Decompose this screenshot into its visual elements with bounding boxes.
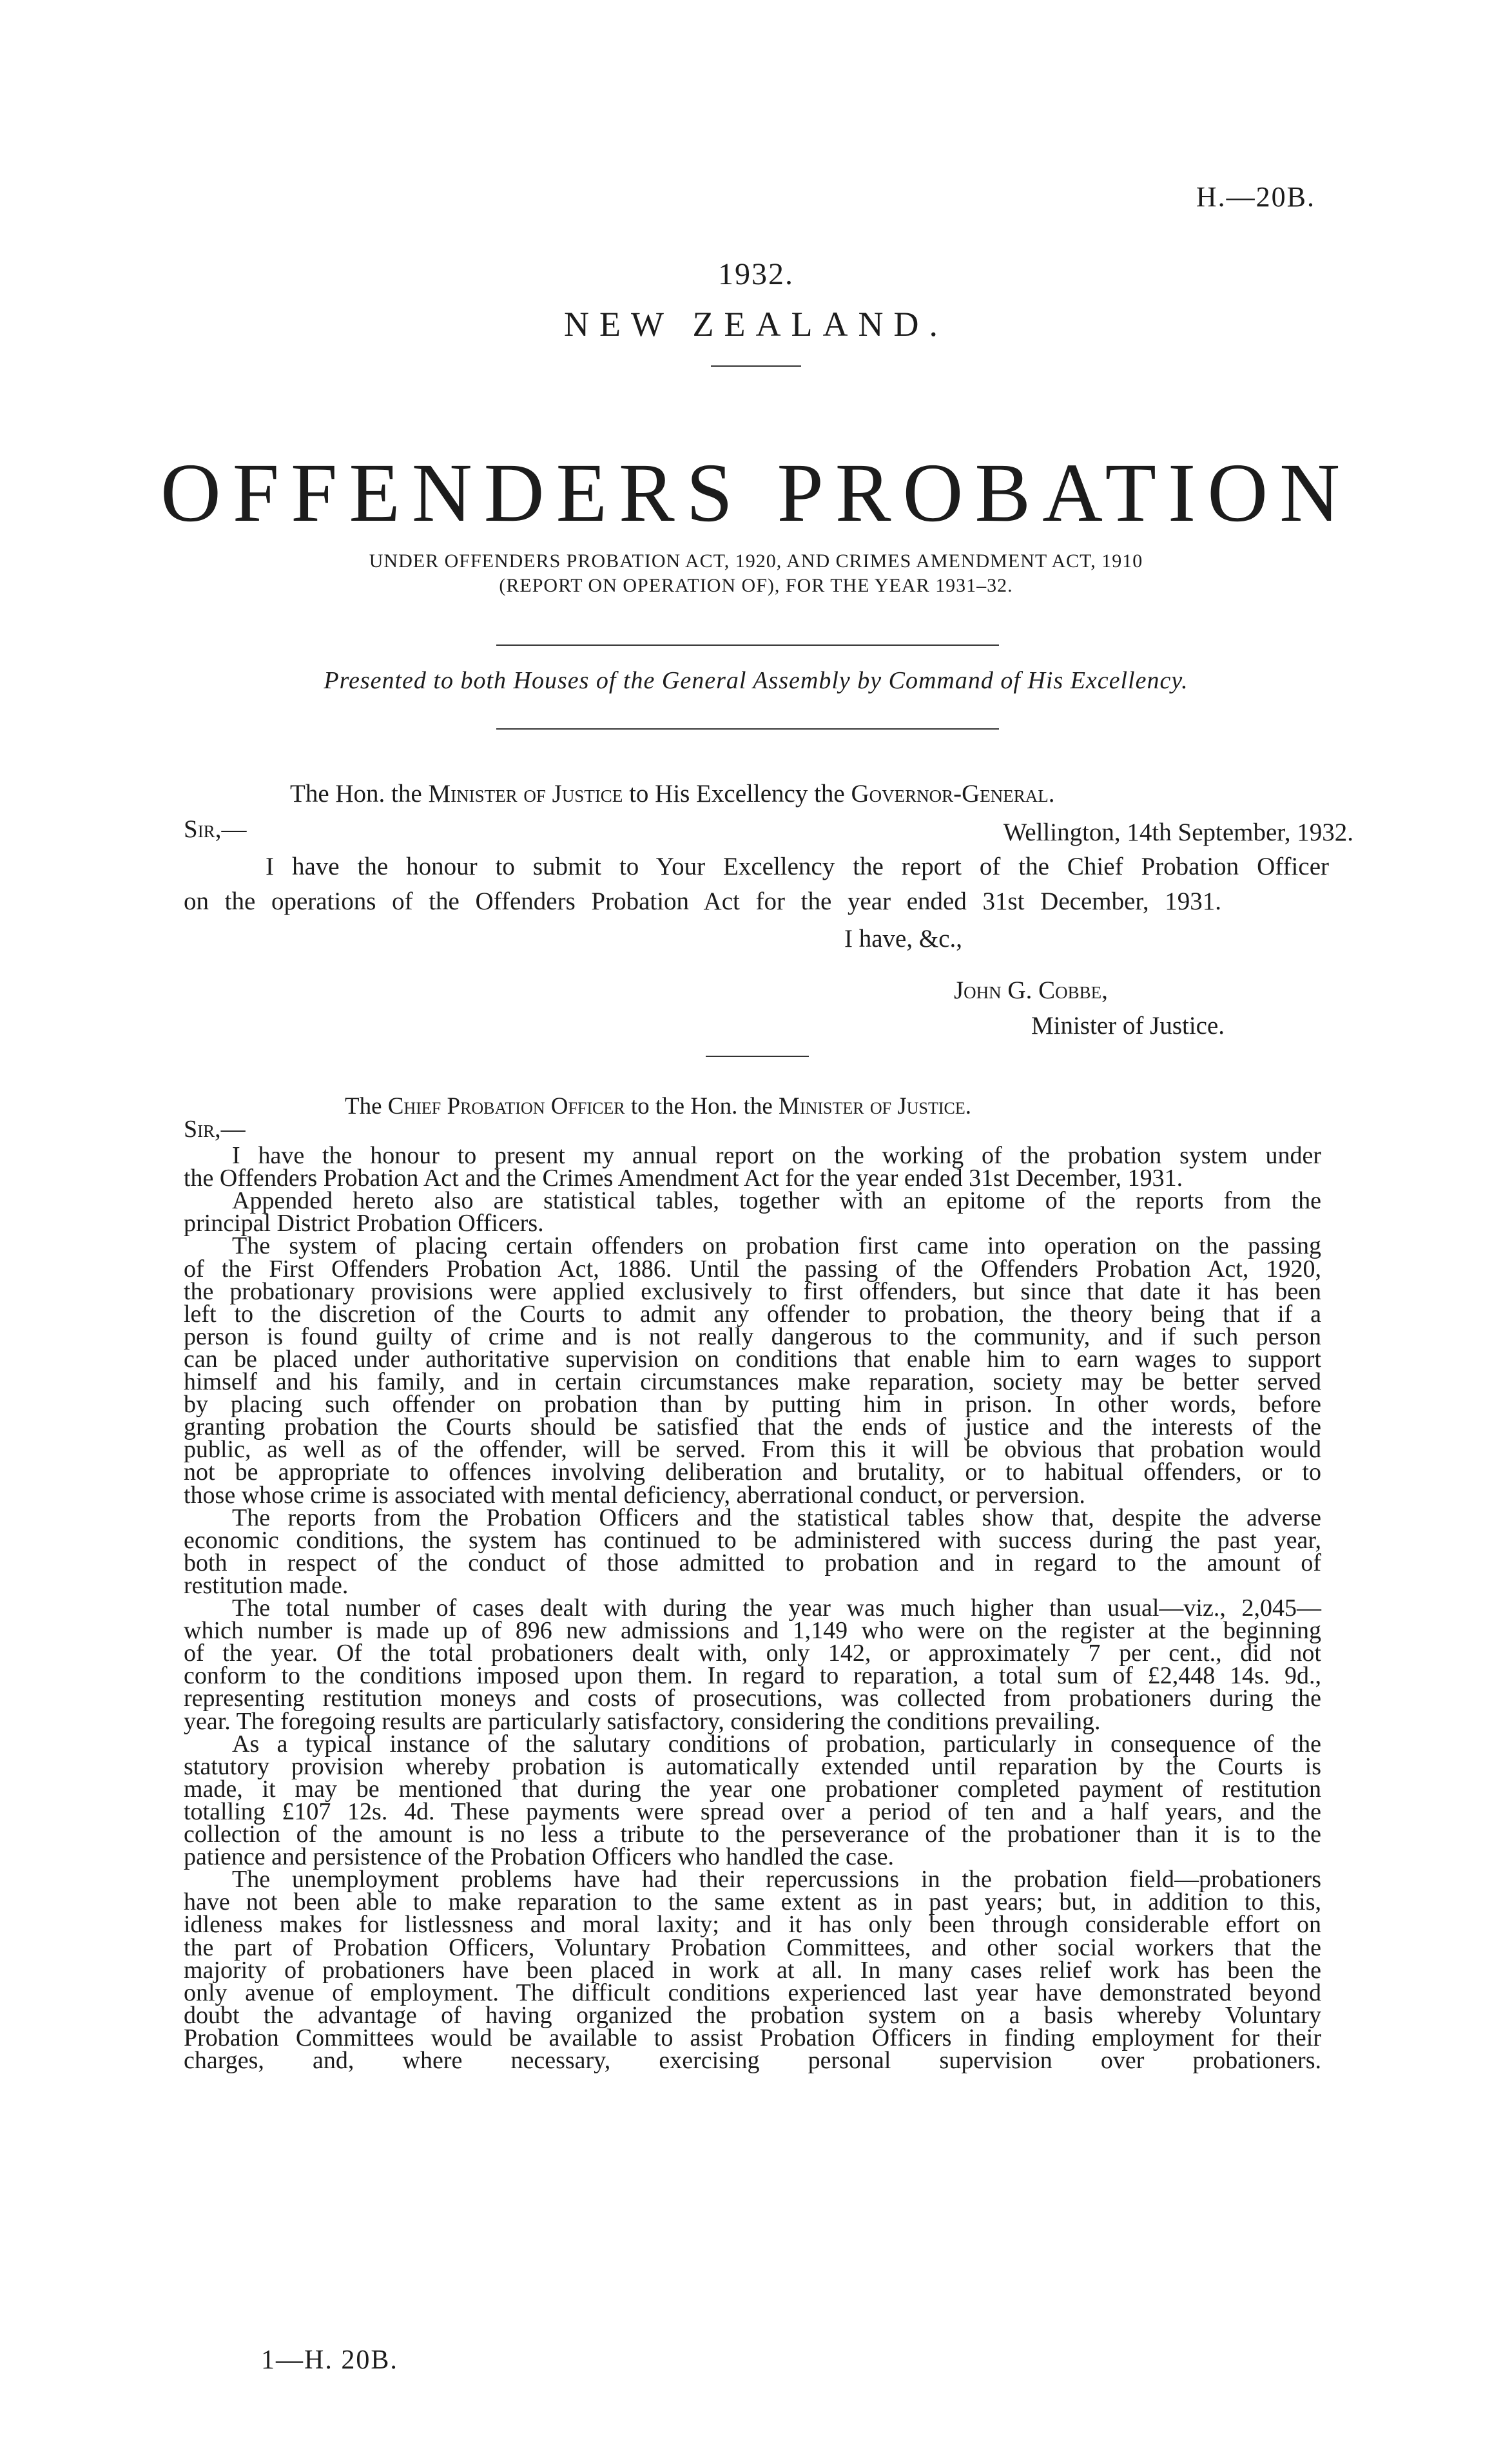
report-line: person is found guilty of crime and is not really dangerous to the community, and if such person	[184, 1323, 1321, 1350]
report-line: left to the discretion of the Courts to admit any offender to probation, the theory being that if a	[184, 1301, 1321, 1328]
report-line: economic conditions, the system has continued to be administered with success during the past year,	[184, 1527, 1321, 1554]
report-line: can be placed under authoritative supervision on conditions that enable him to earn wages to support	[184, 1346, 1321, 1373]
report-line: The system of placing certain offenders on probation first came into operation on the passing	[232, 1232, 1321, 1259]
report-salutation: Sir,—	[184, 1116, 246, 1143]
report-line: year. The foregoing results are particularly satisfactory, considering the conditions prevailing.	[184, 1708, 1101, 1735]
report-line: doubt the advantage of having organized the probation system on a basis whereby Voluntary	[184, 2002, 1321, 2029]
report-line: charges, and, where necessary, exercising personal supervision over probationers.	[184, 2047, 1321, 2074]
report-line: statutory provision whereby probation is automatically extended until reparation by the Courts is	[184, 1753, 1321, 1780]
subtitle	[0, 549, 1512, 598]
divider-letter	[706, 1056, 809, 1057]
report-line: not be appropriate to offences involving deliberation and brutality, or to habitual offenders, or to	[184, 1458, 1321, 1486]
report-line: granting probation the Courts should be satisfied that the ends of justice and the interests of the	[184, 1413, 1321, 1440]
report-line: idleness makes for listlessness and moral laxity; and it has only been through considerable effort on	[184, 1911, 1321, 1938]
report-line: principal District Probation Officers.	[184, 1210, 544, 1237]
signatory-name: John G. Cobbe,	[954, 976, 1108, 1004]
document-code: H.—20B.	[1196, 181, 1315, 213]
report-line: Probation Committees would be available to assist Probation Officers in finding employment for their	[184, 2024, 1321, 2051]
report-line: those whose crime is associated with mental deficiency, aberrational conduct, or perversion.	[184, 1482, 1085, 1509]
report-line: made, it may be mentioned that during the year one probationer completed payment of restitution	[184, 1776, 1321, 1803]
report-address: The Chief Probation Officer to the Hon. the Minister of Justice.	[345, 1093, 971, 1119]
divider-top	[496, 644, 999, 646]
page-title: OFFENDERS PROBATION	[160, 447, 1352, 539]
cover-letter-date: Wellington, 14th September, 1932.	[1003, 819, 1353, 846]
cover-letter-closing: I have, &c.,	[844, 925, 963, 953]
report-line: the Offenders Probation Act and the Crimes Amendment Act for the year ended 31st December, 1931.	[184, 1165, 1183, 1192]
report-line: himself and his family, and in certain circumstances make reparation, society may be better served	[184, 1368, 1321, 1395]
report-line: totalling £107 12s. 4d. These payments were spread over a period of ten and a half years, and the	[184, 1798, 1321, 1825]
report-line: the probationary provisions were applied exclusively to first offenders, but since that date it has been	[184, 1278, 1321, 1305]
report-line: of the year. Of the total probationers dealt with, only 142, or approximately 7 per cent., did not	[184, 1640, 1321, 1667]
report-line: restitution made.	[184, 1572, 349, 1599]
report-line: conform to the conditions imposed upon them. In regard to reparation, a total sum of £2,448 14s. 9d.,	[184, 1662, 1321, 1689]
report-line: patience and persistence of the Probation Officers who handled the case.	[184, 1843, 894, 1870]
report-line: The unemployment problems have had their repercussions in the probation field—probationers	[232, 1866, 1321, 1893]
report-line: the part of Probation Officers, Voluntary Probation Committees, and other social workers that the	[184, 1934, 1321, 1961]
cover-letter-line: I have the honour to submit to Your Excellency the report of the Chief Probation Officer	[266, 853, 1329, 880]
cover-letter-salutation: Sir,—	[184, 815, 247, 843]
subtitle-line: UNDER OFFENDERS PROBATION ACT, 1920, AND CRIMES AMENDMENT ACT, 1910	[369, 550, 1143, 572]
country-heading: NEW ZEALAND.	[564, 305, 948, 344]
footer-page-ref: 1—H. 20B.	[261, 2345, 398, 2375]
report-line: The reports from the Probation Officers and the statistical tables show that, despite the adverse	[232, 1504, 1321, 1531]
report-line: representing restitution moneys and costs of prosecutions, was collected from probationers during the	[184, 1685, 1321, 1712]
report-line: collection of the amount is no less a tribute to the perseverance of the probationer than it is to the	[184, 1821, 1321, 1848]
cover-letter-line: on the operations of the Offenders Probation Act for the year ended 31st December, 1931.	[184, 887, 1221, 915]
signatory-title: Minister of Justice.	[1031, 1012, 1225, 1040]
report-line: both in respect of the conduct of those admitted to probation and in regard to the amount of	[184, 1549, 1321, 1576]
report-line: As a typical instance of the salutary conditions of probation, particularly in consequence of the	[232, 1730, 1321, 1758]
divider-short	[711, 365, 801, 367]
report-line: by placing such offender on probation than by putting him in prison. In other words, before	[184, 1391, 1321, 1418]
cover-letter-address: The Hon. the Minister of Justice to His Excellency the Governor-General.	[290, 780, 1055, 808]
report-line: of the First Offenders Probation Act, 1886. Until the passing of the Offenders Probation Act, 1920,	[184, 1255, 1321, 1283]
presented-statement: Presented to both Houses of the General Assembly by Command of His Excellency.	[324, 667, 1188, 694]
report-line: only avenue of employment. The difficult conditions experienced last year have demonstrated beyond	[184, 1979, 1321, 2006]
report-line: majority of probationers have been placed in work at all. In many cases relief work has been the	[184, 1957, 1321, 1984]
report-line: Appended hereto also are statistical tables, together with an epitome of the reports from the	[232, 1187, 1321, 1214]
report-line: have not been able to make reparation to the same extent as in past years; but, in addition to this,	[184, 1888, 1321, 1915]
divider-bottom	[496, 728, 999, 730]
publication-year: 1932.	[718, 257, 794, 291]
report-line: which number is made up of 896 new admissions and 1,149 who were on the register at the beginning	[184, 1617, 1321, 1644]
report-line: The total number of cases dealt with during the year was much higher than usual—viz., 2,045—	[232, 1594, 1321, 1622]
report-line: I have the honour to present my annual report on the working of the probation system under	[232, 1142, 1321, 1169]
report-line: public, as well as of the offender, will be served. From this it will be obvious that probation would	[184, 1436, 1321, 1463]
subtitle-line: (REPORT ON OPERATION OF), FOR THE YEAR 1931–32.	[499, 575, 1013, 596]
